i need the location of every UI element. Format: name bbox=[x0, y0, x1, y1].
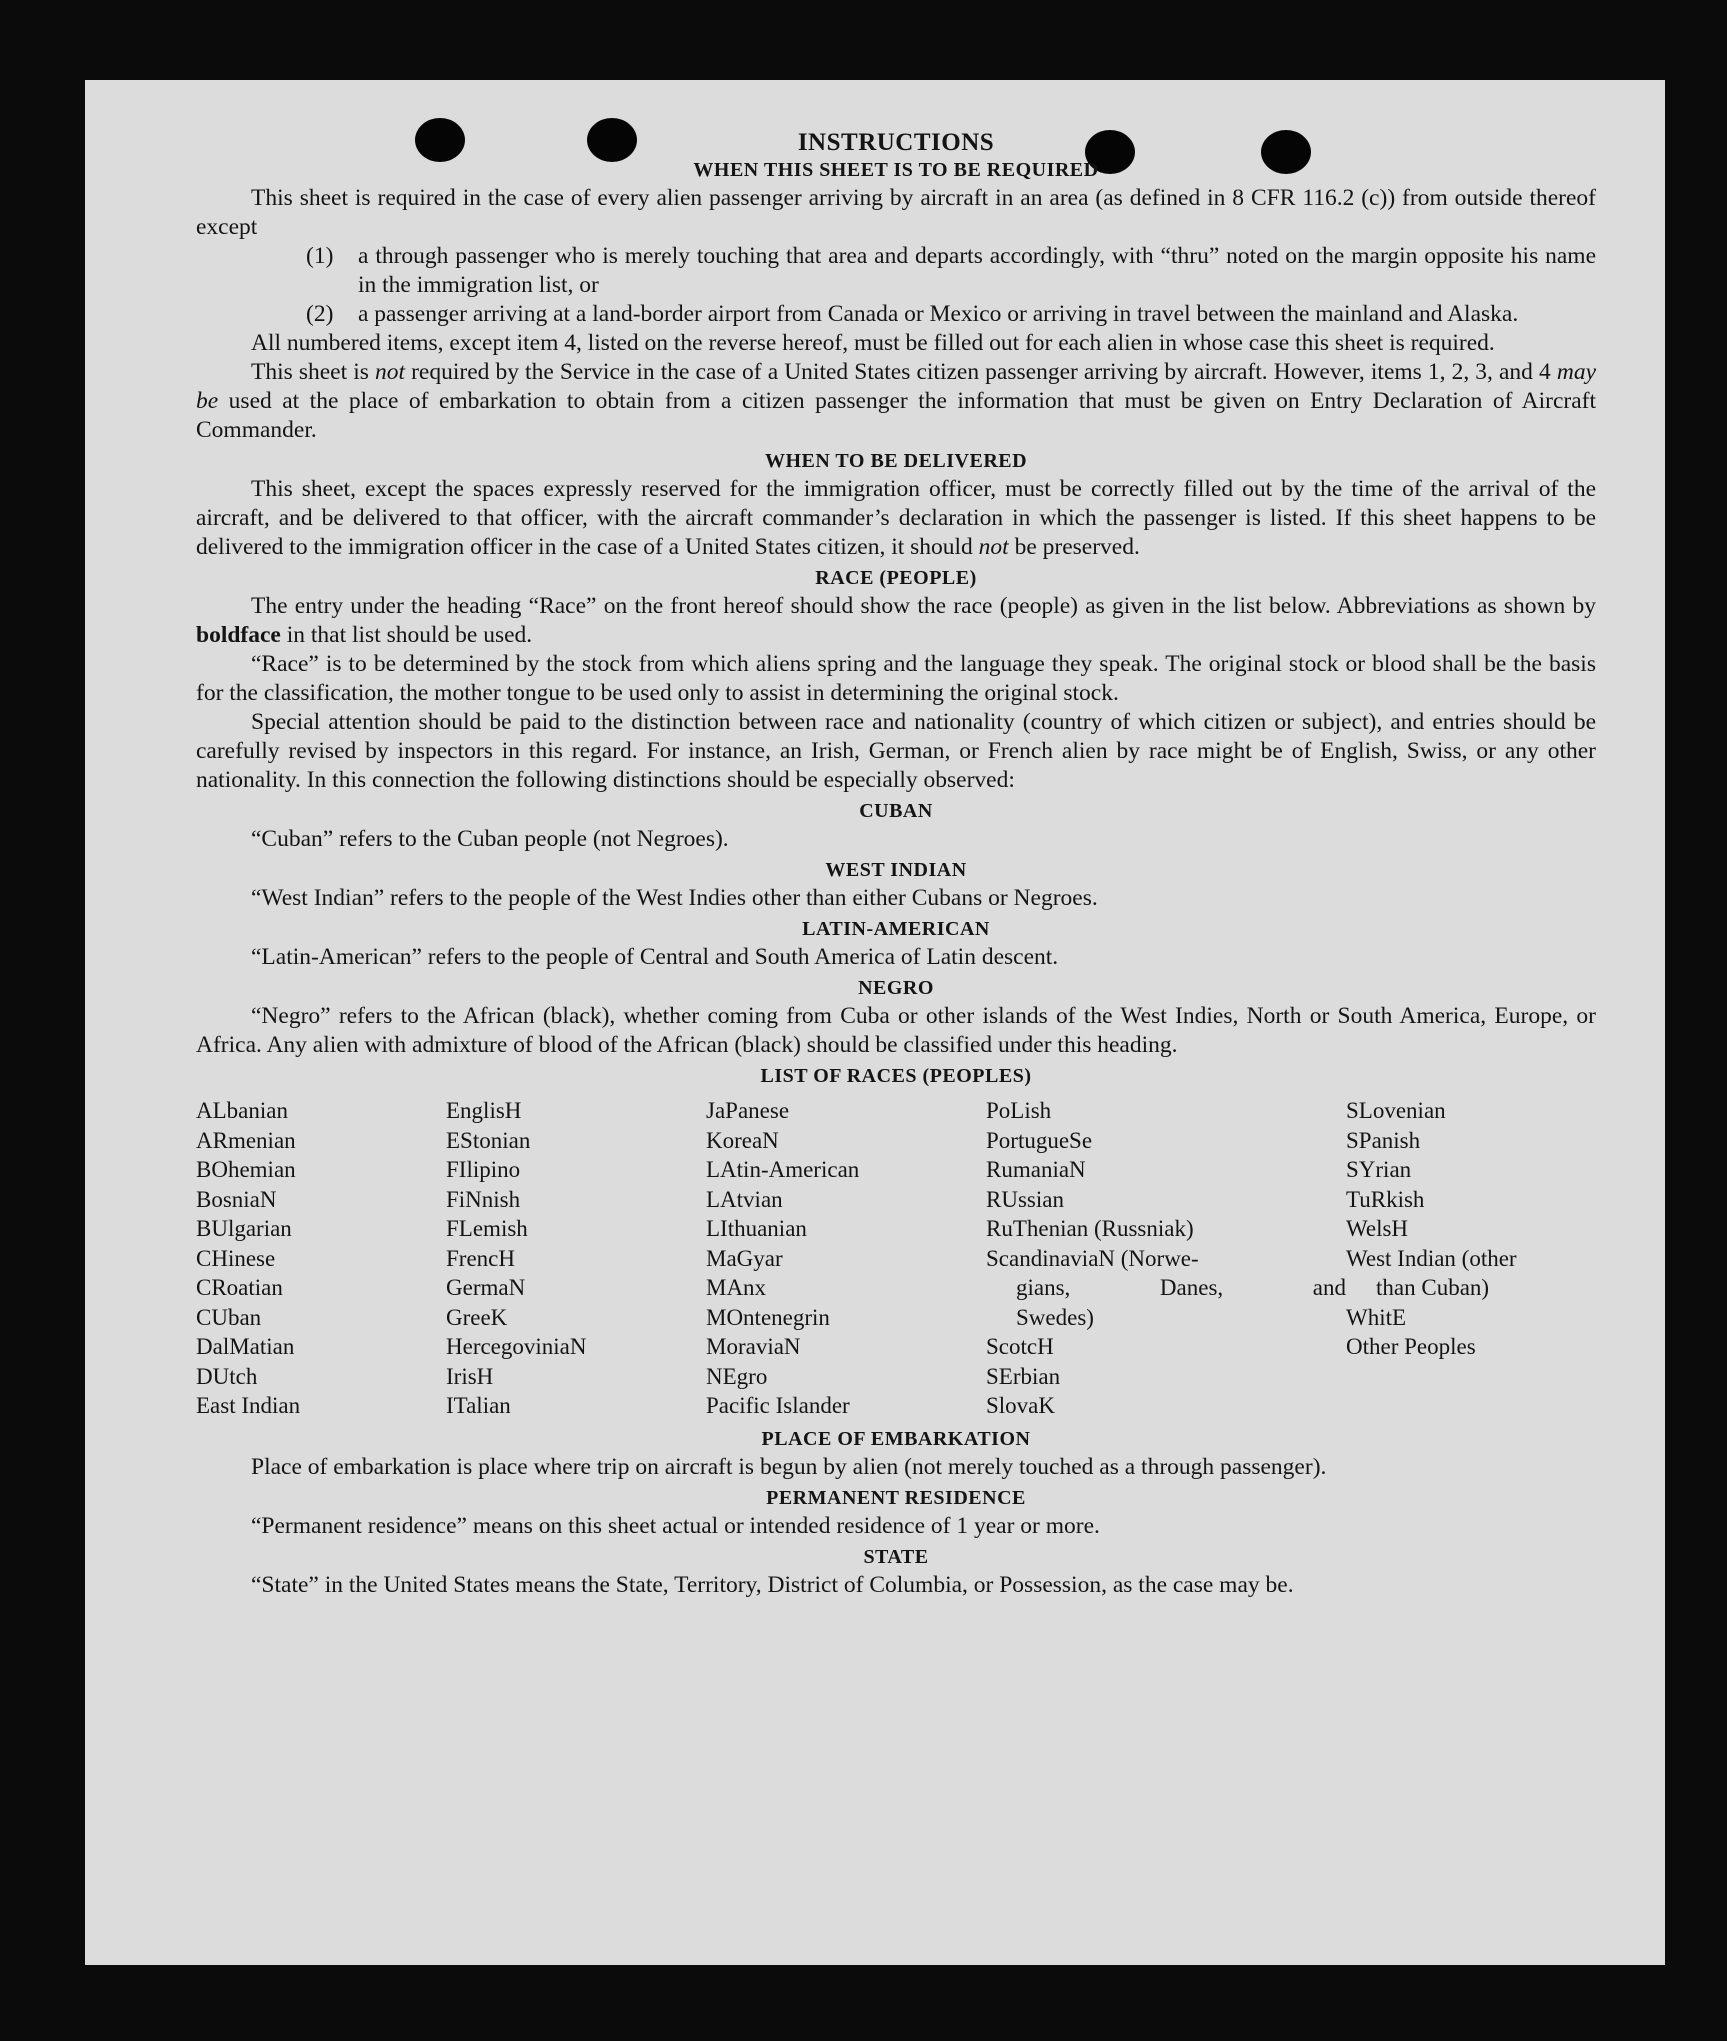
delivered-paragraph bbox=[196, 475, 1596, 562]
exception-number: (2) bbox=[306, 301, 334, 327]
text-run: This sheet, except the spaces expressly reserved for the immigration officer, must be correctly filled out by the time of the arrival of the aircraft, and be delivered to that officer, with the aircraft commander’s declaration in which the passenger is listed. If this sheet happens to be delivered to the immigration officer in the case of a United States citizen, it should bbox=[196, 476, 1596, 560]
exception-number: (1) bbox=[306, 243, 334, 269]
race-item: ALbanian bbox=[196, 1098, 288, 1123]
race-item: SPanish bbox=[1346, 1127, 1421, 1153]
cuban-text: “Cuban” refers to the Cuban people (not Negroes). bbox=[251, 826, 729, 852]
section-heading-cuban: CUBAN bbox=[859, 800, 933, 822]
race-item: NEgro bbox=[706, 1363, 768, 1389]
italic-run: not bbox=[978, 534, 1009, 560]
race-item: DalMatian bbox=[196, 1334, 295, 1359]
race-item: CUban bbox=[196, 1304, 262, 1330]
text-run: required by the Service in the case of a United States citizen passenger arriving by aircraft. However, items 1, 2, 3, and 4 bbox=[405, 359, 1557, 385]
text-run: This sheet is bbox=[251, 359, 375, 385]
exception-item-2 bbox=[306, 300, 1596, 329]
residence-text: “Permanent residence” means on this sheet actual or intended residence of 1 year or more. bbox=[251, 1512, 1100, 1539]
page-title: INSTRUCTIONS bbox=[797, 129, 995, 156]
section-heading-embarkation: PLACE OF EMBARKATION bbox=[761, 1427, 1031, 1450]
race-item: ARmenian bbox=[196, 1127, 296, 1153]
race-item: East Indian bbox=[196, 1393, 301, 1418]
races-column-3 bbox=[706, 1096, 986, 1421]
text-run: be preserved. bbox=[1008, 534, 1140, 560]
race-item: FiNnish bbox=[446, 1186, 521, 1212]
race-paragraph-3: Special attention should be paid to the distinction between race and nationality (country of which citizen or subject), and entries should be carefully revised by inspectors in this regard. For instance, an Irish, German, or French alien by race might be of English, Swiss, or any other nationality. In this connection the following distinctions should be especially observed: bbox=[196, 709, 1596, 793]
text-run: used at the place of embarkation to obtain from a citizen passenger the information that must be given on Entry Declaration of Aircraft Commander. bbox=[196, 388, 1596, 443]
section-heading-race: RACE (PEOPLE) bbox=[815, 567, 977, 589]
race-item: PortugueSe bbox=[986, 1127, 1093, 1153]
section-heading-list-of-races: LIST OF RACES (PEOPLES) bbox=[760, 1065, 1032, 1087]
west-indian-text: “West Indian” refers to the people of the West Indies other than either Cubans or Negroes. bbox=[251, 885, 1098, 911]
race-item: KoreaN bbox=[706, 1127, 779, 1153]
race-item: CHinese bbox=[196, 1245, 276, 1271]
race-item: IrisH bbox=[446, 1363, 494, 1389]
race-item: RUssian bbox=[986, 1186, 1064, 1212]
latin-american-text: “Latin-American” refers to the people of Central and South America of Latin descent. bbox=[251, 944, 1059, 970]
race-item: RumaniaN bbox=[986, 1157, 1086, 1182]
race-item: DUtch bbox=[196, 1363, 258, 1389]
races-column-2 bbox=[446, 1096, 706, 1421]
italic-run: not bbox=[374, 359, 406, 385]
race-item: MaGyar bbox=[706, 1245, 783, 1271]
required-paragraph-3 bbox=[196, 358, 1596, 445]
text-run: The entry under the heading “Race” on the front hereof should show the race (people) as given in the list below. Abbreviations as shown by bbox=[251, 593, 1596, 619]
exception-text: a passenger arriving at a land-border airport from Canada or Mexico or arriving in travel between the mainland and Alaska. bbox=[358, 301, 1519, 327]
races-column-4 bbox=[986, 1096, 1346, 1421]
required-paragraph-2: All numbered items, except item 4, listed on the reverse hereof, must be filled out for each alien in whose case this sheet is required. bbox=[251, 330, 1495, 356]
section-heading-negro: NEGRO bbox=[858, 977, 934, 999]
race-item: GermaN bbox=[446, 1275, 526, 1300]
required-intro: This sheet is required in the case of every alien passenger arriving by aircraft in an area (as defined in 8 CFR 116.2 (c)) from outside thereof except bbox=[196, 185, 1596, 240]
document-page bbox=[85, 80, 1665, 1965]
state-text: “State” in the United States means the State, Territory, District of Columbia, or Possession, as the case may be. bbox=[251, 1571, 1294, 1598]
race-item: BosniaN bbox=[196, 1186, 277, 1212]
race-item: GreeK bbox=[446, 1304, 508, 1330]
race-item: ITalian bbox=[446, 1393, 511, 1418]
race-item: MoraviaN bbox=[706, 1334, 801, 1359]
race-item: LIthuanian bbox=[706, 1216, 807, 1241]
race-item: JaPanese bbox=[706, 1098, 790, 1123]
races-list bbox=[196, 1096, 1596, 1421]
race-item: ScotcH bbox=[986, 1334, 1054, 1359]
section-heading-latin-american: LATIN-AMERICAN bbox=[802, 918, 990, 940]
race-item: gians, Danes, and bbox=[1016, 1275, 1346, 1300]
race-item: PoLish bbox=[986, 1098, 1052, 1123]
race-item: Pacific Islander bbox=[706, 1393, 850, 1418]
section-heading-delivered: WHEN TO BE DELIVERED bbox=[764, 450, 1028, 472]
race-item: EnglisH bbox=[446, 1098, 522, 1123]
bold-run: boldface bbox=[196, 622, 281, 648]
race-item: MOntenegrin bbox=[706, 1304, 830, 1330]
race-item: MAnx bbox=[706, 1275, 767, 1300]
embarkation-text: Place of embarkation is place where trip on aircraft is begun by alien (not merely touched as a through passenger). bbox=[251, 1453, 1327, 1480]
race-item: FIlipino bbox=[446, 1157, 521, 1182]
race-paragraph-2: “Race” is to be determined by the stock from which aliens spring and the language they speak. The original stock or blood shall be the basis for the classification, the mother tongue to be used only to assist in determining the original stock. bbox=[196, 651, 1596, 706]
race-item: than Cuban) bbox=[1376, 1275, 1490, 1300]
section-heading-required: WHEN THIS SHEET IS TO BE REQUIRED bbox=[693, 159, 1099, 181]
race-item: BUlgarian bbox=[196, 1216, 292, 1241]
exception-text: a through passenger who is merely touching that area and departs accordingly, with “thru” noted on the margin opposite his name in the immigration list, or bbox=[358, 243, 1596, 298]
race-item: RuThenian (Russniak) bbox=[986, 1216, 1194, 1241]
race-item: FLemish bbox=[446, 1216, 528, 1241]
race-item: Other Peoples bbox=[1346, 1334, 1476, 1359]
race-item: West Indian (other bbox=[1346, 1245, 1517, 1271]
section-heading-residence: PERMANENT RESIDENCE bbox=[766, 1486, 1026, 1509]
race-item: LAtin-American bbox=[706, 1157, 860, 1182]
race-item: HercegoviniaN bbox=[446, 1334, 587, 1359]
race-item: SlovaK bbox=[986, 1393, 1055, 1418]
race-item: WhitE bbox=[1346, 1304, 1407, 1330]
race-item: BOhemian bbox=[196, 1157, 296, 1182]
race-paragraph-1 bbox=[196, 592, 1596, 650]
italic-run: may be bbox=[196, 359, 1596, 414]
race-item: ScandinaviaN (Norwe- bbox=[986, 1245, 1199, 1271]
race-item: FrencH bbox=[446, 1245, 515, 1271]
race-item: SErbian bbox=[986, 1363, 1061, 1389]
section-heading-west-indian: WEST INDIAN bbox=[825, 859, 967, 881]
race-item: TuRkish bbox=[1346, 1186, 1425, 1212]
race-item: SYrian bbox=[1346, 1157, 1412, 1182]
race-item: Swedes) bbox=[1016, 1304, 1094, 1330]
section-heading-state: STATE bbox=[863, 1545, 929, 1568]
races-column-1 bbox=[196, 1096, 446, 1421]
exception-item-1 bbox=[306, 242, 1596, 300]
race-item: EStonian bbox=[446, 1127, 531, 1153]
races-column-5 bbox=[1346, 1096, 1596, 1421]
race-item: LAtvian bbox=[706, 1186, 783, 1212]
negro-text: “Negro” refers to the African (black), whether coming from Cuba or other islands of the West Indies, North or South America, Europe, or Africa. Any alien with admixture of blood of the African (black) should be classified under this heading. bbox=[196, 1003, 1596, 1058]
race-item: WelsH bbox=[1346, 1216, 1409, 1241]
race-item: CRoatian bbox=[196, 1275, 283, 1300]
race-item: SLovenian bbox=[1346, 1098, 1446, 1123]
text-run: in that list should be used. bbox=[280, 622, 533, 648]
instructions-content bbox=[196, 128, 1596, 1600]
